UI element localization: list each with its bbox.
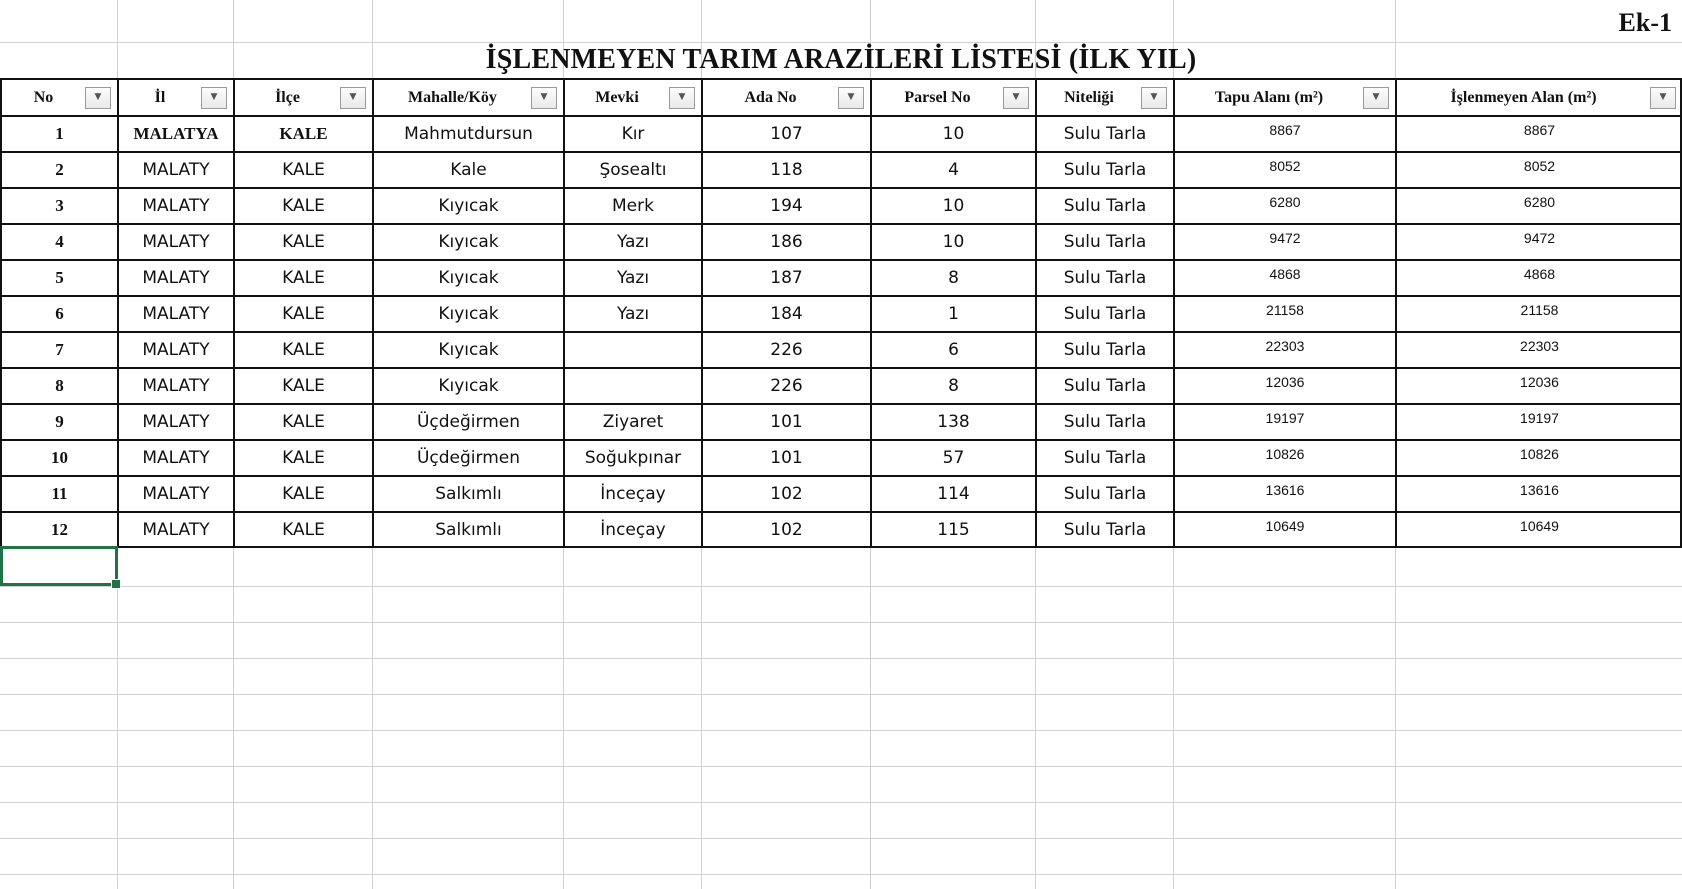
- cell-ilce[interactable]: KALE: [282, 519, 325, 540]
- cell-il[interactable]: MALATY: [142, 340, 210, 360]
- cell-ilce[interactable]: KALE: [282, 412, 325, 432]
- column-header-label: Parsel No: [904, 88, 971, 106]
- cell-ada[interactable]: 184: [770, 304, 803, 324]
- dropdown-arrow-icon: ▼: [540, 92, 548, 102]
- column-header-ada[interactable]: [703, 80, 870, 115]
- gridline-horizontal: [0, 658, 1682, 659]
- cell-mevki[interactable]: Yazı: [616, 304, 650, 324]
- cell-il[interactable]: MALATY: [142, 268, 210, 288]
- cell-mahalle[interactable]: Kıyıcak: [438, 268, 499, 288]
- cell-mahalle[interactable]: Kıyıcak: [438, 340, 499, 360]
- column-header-mevki[interactable]: [565, 80, 701, 115]
- column-header-mahalle[interactable]: [374, 80, 563, 115]
- filter-dropdown-button[interactable]: [838, 87, 864, 109]
- cell-il[interactable]: MALATYA: [133, 124, 219, 143]
- gridline-horizontal: [0, 874, 1682, 875]
- column-header-label: Niteliği: [1064, 88, 1114, 106]
- cell-il[interactable]: MALATY: [142, 232, 210, 252]
- cell-islenmeyen[interactable]: 13616: [1520, 482, 1559, 498]
- column-header-no[interactable]: [2, 80, 117, 115]
- column-header-label: Mevki: [595, 88, 639, 106]
- cell-mahalle[interactable]: Üçdeğirmen: [416, 448, 521, 468]
- dropdown-arrow-icon: ▼: [1150, 92, 1158, 102]
- dropdown-arrow-icon: ▼: [1659, 92, 1667, 102]
- dropdown-arrow-icon: ▼: [94, 92, 102, 102]
- column-header-nitelik[interactable]: [1037, 80, 1173, 115]
- cell-parsel[interactable]: 8: [948, 376, 959, 396]
- cell-parsel[interactable]: 8: [948, 268, 959, 288]
- cell-mevki[interactable]: İnceçay: [600, 484, 666, 504]
- cell-islenmeyen[interactable]: 4868: [1523, 266, 1556, 282]
- cell-islenmeyen[interactable]: 6280: [1523, 194, 1556, 210]
- cell-tapu[interactable]: 8052: [1269, 158, 1301, 174]
- cell-mahalle[interactable]: Mahmutdursun: [404, 124, 533, 144]
- filter-dropdown-button[interactable]: [1650, 87, 1676, 109]
- cell-il[interactable]: MALATY: [142, 484, 210, 504]
- cell-nitelik[interactable]: Sulu Tarla: [1063, 160, 1147, 180]
- cell-mahalle[interactable]: Salkımlı: [435, 519, 502, 540]
- cell-islenmeyen[interactable]: 10649: [1520, 518, 1559, 534]
- cell-tapu[interactable]: 6280: [1269, 194, 1301, 210]
- cell-tapu[interactable]: 9472: [1269, 230, 1301, 246]
- cell-nitelik[interactable]: Sulu Tarla: [1063, 340, 1147, 360]
- cell-parsel[interactable]: 10: [942, 232, 965, 252]
- cell-islenmeyen[interactable]: 21158: [1520, 302, 1559, 318]
- cell-mevki[interactable]: [565, 369, 701, 403]
- active-cell-selection[interactable]: [0, 546, 118, 586]
- column-header-label: İl: [154, 88, 166, 106]
- cell-nitelik[interactable]: Sulu Tarla: [1063, 376, 1147, 396]
- cell-mevki[interactable]: Yazı: [616, 232, 650, 252]
- column-header-parsel[interactable]: [872, 80, 1035, 115]
- cell-ilce[interactable]: KALE: [279, 124, 328, 143]
- cell-tapu[interactable]: 22303: [1265, 338, 1305, 354]
- column-header-label: İşlenmeyen Alan (m²): [1450, 88, 1597, 106]
- cell-nitelik[interactable]: Sulu Tarla: [1063, 448, 1147, 468]
- cell-parsel[interactable]: 10: [942, 196, 965, 216]
- gridline-horizontal: [0, 838, 1682, 839]
- cell-islenmeyen[interactable]: 12036: [1520, 374, 1559, 390]
- cell-no[interactable]: 1: [55, 124, 64, 143]
- cell-no[interactable]: 10: [51, 448, 68, 467]
- cell-mahalle[interactable]: Salkımlı: [435, 484, 502, 504]
- cell-islenmeyen[interactable]: 9472: [1523, 230, 1556, 246]
- cell-nitelik[interactable]: Sulu Tarla: [1063, 196, 1147, 216]
- filter-dropdown-button[interactable]: [340, 87, 366, 109]
- cell-parsel[interactable]: 1: [948, 304, 959, 324]
- cell-ada[interactable]: 101: [770, 412, 803, 432]
- cell-no[interactable]: 8: [55, 376, 64, 395]
- gridline-horizontal: [0, 730, 1682, 731]
- cell-mevki[interactable]: Şosealtı: [599, 160, 667, 180]
- cell-ilce[interactable]: KALE: [282, 448, 325, 468]
- cell-il[interactable]: MALATY: [142, 412, 210, 432]
- cell-il[interactable]: MALATY: [142, 160, 210, 180]
- cell-ilce[interactable]: KALE: [282, 268, 325, 288]
- cell-mevki[interactable]: [565, 333, 701, 367]
- column-header-label: Mahalle/Köy: [408, 88, 497, 106]
- gridline-horizontal: [0, 694, 1682, 695]
- dropdown-arrow-icon: ▼: [349, 92, 357, 102]
- cell-mevki[interactable]: Merk: [612, 196, 654, 216]
- cell-mahalle[interactable]: Kıyıcak: [438, 232, 499, 252]
- cell-ada[interactable]: 118: [770, 160, 803, 180]
- cell-parsel[interactable]: 114: [937, 484, 970, 504]
- cell-il[interactable]: MALATY: [142, 304, 210, 324]
- cell-mevki[interactable]: Soğukpınar: [584, 448, 682, 468]
- column-header-tapu[interactable]: [1175, 80, 1395, 115]
- filter-dropdown-button[interactable]: [1363, 87, 1389, 109]
- cell-tapu[interactable]: 10826: [1265, 446, 1305, 462]
- cell-ada[interactable]: 107: [770, 124, 803, 144]
- column-header-label: No: [33, 88, 54, 106]
- cell-tapu[interactable]: 4868: [1269, 266, 1301, 282]
- cell-il[interactable]: MALATY: [142, 376, 210, 396]
- column-header-label: Tapu Alanı (m²): [1214, 88, 1324, 106]
- cell-mahalle[interactable]: Kıyıcak: [438, 196, 499, 216]
- dropdown-arrow-icon: ▼: [678, 92, 686, 102]
- cell-tapu[interactable]: 12036: [1265, 374, 1305, 390]
- cell-mevki[interactable]: Kır: [621, 124, 645, 144]
- cell-parsel[interactable]: 6: [948, 340, 959, 360]
- cell-mevki[interactable]: Yazı: [616, 268, 650, 288]
- cell-nitelik[interactable]: Sulu Tarla: [1063, 304, 1147, 324]
- cell-ada[interactable]: 101: [770, 448, 803, 468]
- cell-islenmeyen[interactable]: 8867: [1523, 122, 1556, 138]
- cell-no[interactable]: 6: [55, 304, 64, 323]
- filter-dropdown-button[interactable]: [1141, 87, 1167, 109]
- cell-ada[interactable]: 102: [770, 519, 803, 540]
- cell-tapu[interactable]: 19197: [1265, 410, 1305, 426]
- column-header-label: Ada No: [744, 88, 797, 106]
- annex-label[interactable]: Ek-1: [1618, 8, 1672, 37]
- cell-tapu[interactable]: 21158: [1266, 302, 1304, 318]
- cell-il[interactable]: MALATY: [142, 448, 210, 468]
- cell-nitelik[interactable]: Sulu Tarla: [1063, 484, 1147, 504]
- dropdown-arrow-icon: ▼: [1012, 92, 1020, 102]
- cell-nitelik[interactable]: Sulu Tarla: [1063, 412, 1147, 432]
- cell-ada[interactable]: 194: [770, 196, 803, 216]
- cell-ada[interactable]: 226: [770, 376, 803, 396]
- cell-tapu[interactable]: 8867: [1269, 122, 1301, 138]
- dropdown-arrow-icon: ▼: [1372, 92, 1380, 102]
- cell-ilce[interactable]: KALE: [282, 376, 325, 396]
- cell-ilce[interactable]: KALE: [282, 484, 325, 504]
- cell-ada[interactable]: 226: [770, 340, 803, 360]
- cell-no[interactable]: 9: [55, 412, 64, 431]
- cell-mevki[interactable]: Ziyaret: [602, 412, 664, 432]
- column-header-islenmeyen[interactable]: [1397, 80, 1682, 115]
- cell-no[interactable]: 2: [55, 160, 64, 179]
- cell-ilce[interactable]: KALE: [282, 160, 325, 180]
- cell-parsel[interactable]: 10: [942, 124, 965, 144]
- cell-ilce[interactable]: KALE: [282, 232, 325, 252]
- cell-nitelik[interactable]: Sulu Tarla: [1063, 519, 1147, 540]
- cell-il[interactable]: MALATY: [142, 196, 210, 216]
- cell-parsel[interactable]: 115: [937, 519, 970, 540]
- cell-no[interactable]: 12: [51, 519, 68, 539]
- cell-no[interactable]: 3: [55, 196, 64, 215]
- cell-nitelik[interactable]: Sulu Tarla: [1063, 268, 1147, 288]
- cell-no[interactable]: 11: [51, 484, 68, 503]
- cell-no[interactable]: 7: [55, 340, 64, 359]
- column-header-il[interactable]: [119, 80, 233, 115]
- table-border-horizontal: [0, 546, 1682, 548]
- column-header-label: İlçe: [275, 88, 300, 106]
- filter-dropdown-button[interactable]: [531, 87, 557, 109]
- gridline-horizontal: [0, 802, 1682, 803]
- cell-islenmeyen[interactable]: 10826: [1520, 446, 1559, 462]
- cell-ada[interactable]: 187: [770, 268, 803, 288]
- cell-tapu[interactable]: 10649: [1265, 518, 1305, 534]
- cell-parsel[interactable]: 57: [942, 448, 965, 468]
- cell-islenmeyen[interactable]: 19197: [1520, 410, 1559, 426]
- gridline-horizontal: [0, 586, 1682, 587]
- cell-ilce[interactable]: KALE: [282, 196, 325, 216]
- cell-nitelik[interactable]: Sulu Tarla: [1063, 232, 1147, 252]
- cell-mevki[interactable]: İnceçay: [600, 519, 666, 540]
- sheet-title[interactable]: İŞLENMEYEN TARIM ARAZİLERİ LİSTESİ (İLK YIL): [485, 44, 1197, 75]
- filter-dropdown-button[interactable]: [669, 87, 695, 109]
- cell-mahalle[interactable]: Kale: [450, 160, 487, 180]
- cell-no[interactable]: 5: [55, 268, 64, 287]
- cell-parsel[interactable]: 138: [937, 412, 970, 432]
- filter-dropdown-button[interactable]: [85, 87, 111, 109]
- cell-ada[interactable]: 186: [770, 232, 803, 252]
- cell-ilce[interactable]: KALE: [282, 304, 325, 324]
- cell-mahalle[interactable]: Kıyıcak: [438, 304, 499, 324]
- fill-handle[interactable]: [111, 579, 121, 589]
- cell-islenmeyen[interactable]: 8052: [1523, 158, 1556, 174]
- filter-dropdown-button[interactable]: [201, 87, 227, 109]
- cell-islenmeyen[interactable]: 22303: [1520, 338, 1559, 354]
- cell-mahalle[interactable]: Kıyıcak: [438, 376, 499, 396]
- cell-il[interactable]: MALATY: [142, 519, 210, 540]
- dropdown-arrow-icon: ▼: [210, 92, 218, 102]
- gridline-horizontal: [0, 622, 1682, 623]
- dropdown-arrow-icon: ▼: [847, 92, 855, 102]
- cell-ada[interactable]: 102: [770, 484, 803, 504]
- cell-tapu[interactable]: 13616: [1265, 482, 1305, 498]
- cell-nitelik[interactable]: Sulu Tarla: [1063, 124, 1147, 144]
- cell-ilce[interactable]: KALE: [282, 340, 325, 360]
- gridline-horizontal: [0, 766, 1682, 767]
- column-header-ilce[interactable]: [235, 80, 372, 115]
- cell-no[interactable]: 4: [55, 232, 64, 251]
- cell-parsel[interactable]: 4: [948, 160, 959, 180]
- cell-mahalle[interactable]: Üçdeğirmen: [416, 412, 521, 432]
- filter-dropdown-button[interactable]: [1003, 87, 1029, 109]
